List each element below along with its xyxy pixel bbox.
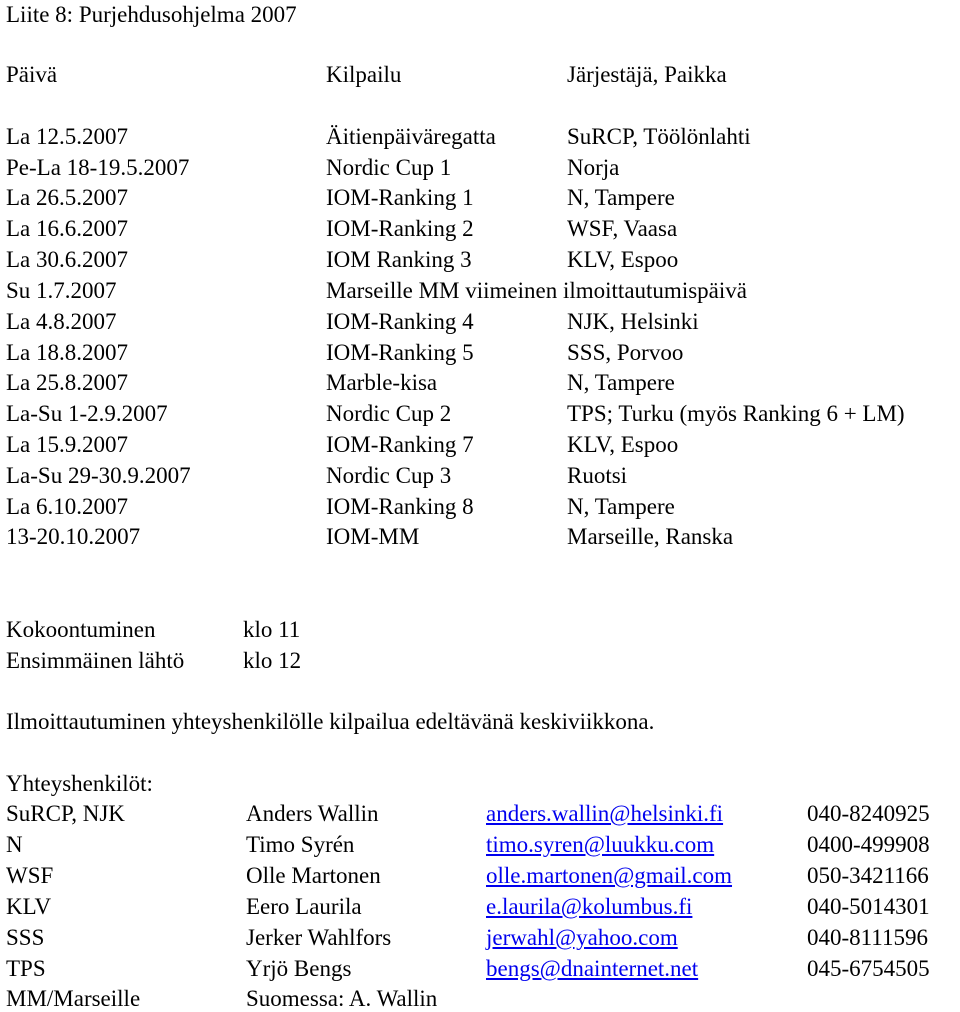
schedule-date: La 30.6.2007 [6, 247, 129, 272]
schedule-race: Nordic Cup 1 [326, 155, 452, 180]
contact-phone: 040-8240925 [807, 801, 930, 826]
schedule-race: IOM-Ranking 2 [326, 216, 474, 241]
schedule-race: Marble-kisa [326, 370, 438, 395]
schedule-race: Marseille MM viimeinen ilmoittautumispäivä [326, 278, 747, 303]
contact-club: WSF [6, 863, 54, 888]
schedule-date: Su 1.7.2007 [6, 278, 117, 303]
contact-phone: 045-6754505 [807, 956, 930, 981]
document-title-text: Liite 8: Purjehdusohjelma 2007 [6, 2, 297, 27]
contact-name: Timo Syrén [246, 832, 355, 857]
contact-club: SSS [6, 925, 45, 950]
schedule-organizer: SuRCP, Töölönlahti [567, 124, 751, 149]
first-start-time: klo 12 [243, 648, 302, 673]
schedule-organizer: N, Tampere [567, 494, 675, 519]
schedule-date: La 15.9.2007 [6, 432, 129, 457]
first-start-label: Ensimmäinen lähtö [6, 648, 185, 673]
schedule-race: Nordic Cup 2 [326, 401, 452, 426]
contact-phone: 040-5014301 [807, 894, 930, 919]
schedule-organizer: N, Tampere [567, 370, 675, 395]
schedule-date: La-Su 29-30.9.2007 [6, 463, 191, 488]
gathering-time: klo 11 [243, 617, 301, 642]
contact-club: MM/Marseille [6, 986, 141, 1011]
schedule-race: IOM-Ranking 7 [326, 432, 474, 457]
schedule-race: IOM Ranking 3 [326, 247, 472, 272]
contact-name: Anders Wallin [246, 801, 379, 826]
schedule-date: La 25.8.2007 [6, 370, 129, 395]
contact-phone: 0400-499908 [807, 832, 930, 857]
schedule-date: La-Su 1-2.9.2007 [6, 401, 168, 426]
schedule-race: IOM-MM [326, 524, 420, 549]
contact-email-link[interactable]: e.laurila@kolumbus.fi [486, 894, 693, 919]
schedule-date: 13-20.10.2007 [6, 524, 141, 549]
schedule-organizer: TPS; Turku (myös Ranking 6 + LM) [567, 401, 905, 426]
schedule-race: Äitienpäiväregatta [326, 124, 496, 149]
contact-email-link[interactable]: olle.martonen@gmail.com [486, 863, 733, 888]
schedule-race: IOM-Ranking 8 [326, 494, 474, 519]
registration-note [6, 709, 654, 735]
contact-name: Yrjö Bengs [246, 956, 352, 981]
schedule-race: Nordic Cup 3 [326, 463, 452, 488]
contact-name: Eero Laurila [246, 894, 362, 919]
schedule-organizer: KLV, Espoo [567, 432, 679, 457]
schedule-date: La 6.10.2007 [6, 494, 129, 519]
contact-phone: 050-3421166 [807, 863, 929, 888]
schedule-date: La 26.5.2007 [6, 185, 129, 210]
schedule-organizer: KLV, Espoo [567, 247, 679, 272]
schedule-organizer: Ruotsi [567, 463, 628, 488]
schedule-date: La 16.6.2007 [6, 216, 129, 241]
contact-email-link[interactable]: timo.syren@luukku.com [486, 832, 715, 857]
header-race: Kilpailu [326, 62, 402, 87]
contact-club: SuRCP, NJK [6, 801, 125, 826]
schedule-date: Pe-La 18-19.5.2007 [6, 155, 190, 180]
schedule-organizer: Norja [567, 155, 620, 180]
schedule-organizer: Marseille, Ranska [567, 524, 734, 549]
schedule-organizer: SSS, Porvoo [567, 340, 684, 365]
registration-note-text: Ilmoittautuminen yhteyshenkilölle kilpailua edeltävänä keskiviikkona. [6, 709, 655, 734]
schedule-race: IOM-Ranking 5 [326, 340, 474, 365]
contact-club: N [6, 832, 23, 857]
contact-phone: 040-8111596 [807, 925, 928, 950]
schedule-race: IOM-Ranking 4 [326, 309, 474, 334]
contact-name: Olle Martonen [246, 863, 381, 888]
schedule-date: La 12.5.2007 [6, 124, 129, 149]
schedule-race: IOM-Ranking 1 [326, 185, 474, 210]
contact-name: Jerker Wahlfors [246, 925, 392, 950]
schedule-organizer: NJK, Helsinki [567, 309, 699, 334]
schedule-organizer: WSF, Vaasa [567, 216, 678, 241]
schedule-organizer: N, Tampere [567, 185, 675, 210]
contact-club: KLV [6, 894, 52, 919]
contact-email-link[interactable]: jerwahl@yahoo.com [486, 925, 678, 950]
contact-club: TPS [6, 956, 46, 981]
contacts-heading-text: Yhteyshenkilöt: [6, 771, 153, 796]
header-organizer: Järjestäjä, Paikka [567, 62, 727, 87]
document-title [6, 2, 297, 28]
schedule-date: La 18.8.2007 [6, 340, 129, 365]
gathering-label: Kokoontuminen [6, 617, 156, 642]
contact-email-link[interactable]: anders.wallin@helsinki.fi [486, 801, 724, 826]
schedule-date: La 4.8.2007 [6, 309, 117, 334]
contact-name: Suomessa: A. Wallin [246, 986, 438, 1011]
header-date: Päivä [6, 62, 58, 87]
contacts-heading [6, 771, 153, 797]
contact-email-link[interactable]: bengs@dnainternet.net [486, 956, 699, 981]
